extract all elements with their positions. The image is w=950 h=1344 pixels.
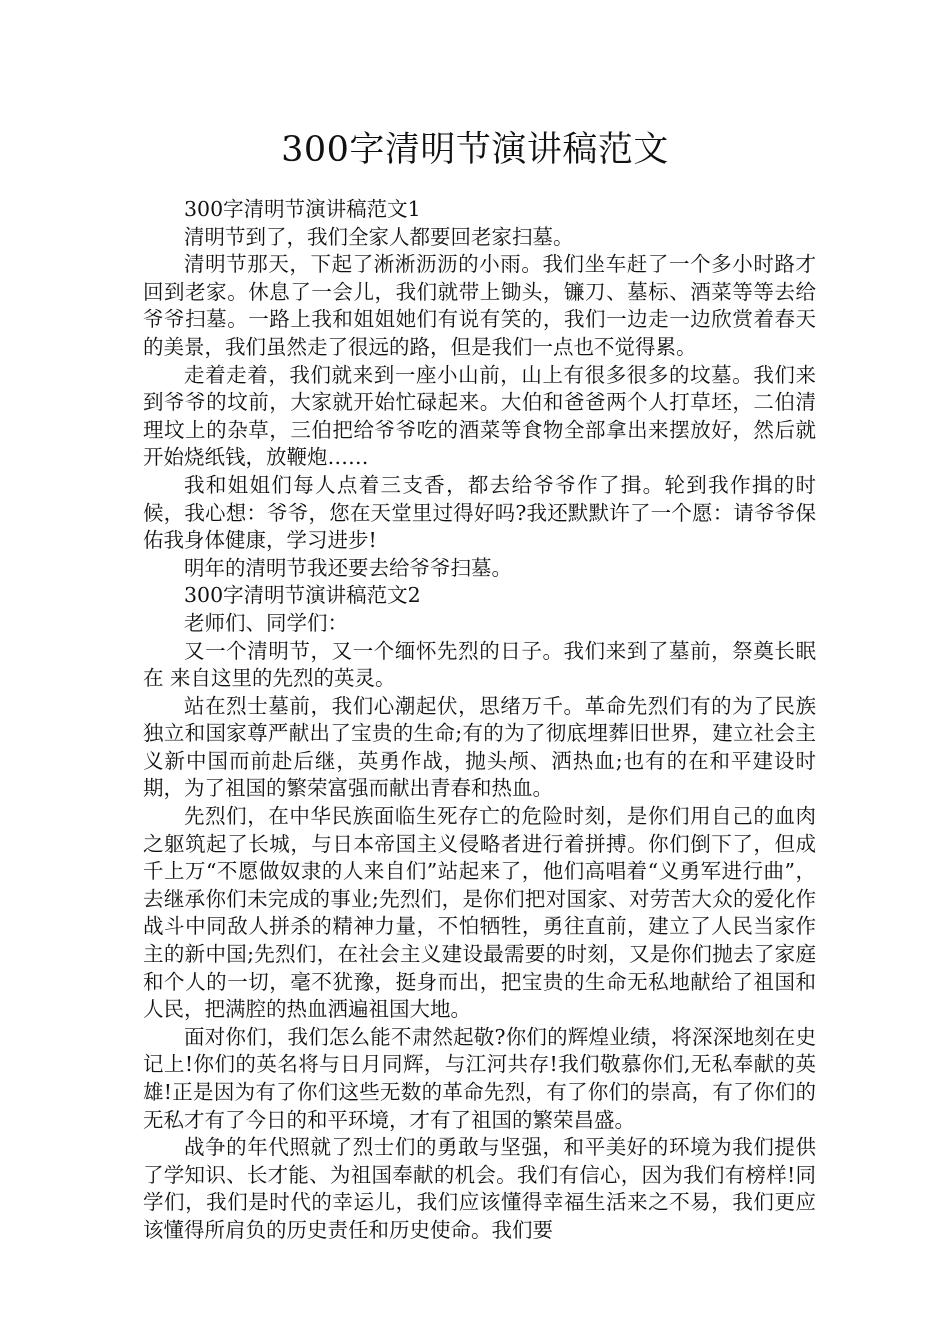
paragraph: 清明节那天，下起了淅淅沥沥的小雨。我们坐车赶了一个多小时路才回到老家。休息了一会儿，我们就带上锄头，镰刀、墓标、酒菜等等去给爷爷扫墓。一路上我和姐姐她们有说有笑的，我们一边走一边欣赏着春天的美景，我们虽然走了很远的路，但是我们一点也不觉得累。 <box>143 252 816 359</box>
paragraph: 又一个清明节，又一个缅怀先烈的日子。我们来到了墓前，祭奠长眠在 来自这里的先烈的英灵。 <box>143 638 816 691</box>
paragraph: 站在烈士墓前，我们心潮起伏，思绪万千。革命先烈们有的为了民族独立和国家尊严献出了宝贵的生命;有的为了彻底埋葬旧世界，建立社会主义新中国而前赴后继，英勇作战，抛头颅、洒热血;也有的在和平建设时期，为了祖国的繁荣富强而献出青春和热血。 <box>143 693 816 801</box>
section-heading-1: 300字清明节演讲稿范文1 <box>184 197 421 221</box>
paragraph: 走着走着，我们就来到一座小山前，山上有很多很多的坟墓。我们来到爷爷的坟前，大家就开始忙碌起来。大伯和爸爸两个人打草坯，二伯清理坟上的杂草，三伯把给爷爷吃的酒菜等食物全部拿出来摆放好，然后就开始烧纸钱，放鞭炮…… <box>143 362 816 470</box>
section-heading-2: 300字清明节演讲稿范文2 <box>184 583 421 608</box>
paragraph: 我和姐姐们每人点着三支香，都去给爷爷作了揖。轮到我作揖的时候，我心想：爷爷，您在天堂里过得好吗?我还默默许了一个愿：请爷爷保佑我身体健康，学习进步! <box>143 472 816 553</box>
paragraph: 面对你们，我们怎么能不肃然起敬?你们的辉煌业绩，将深深地刻在史记上!你们的英名将与日月同辉，与江河共存!我们敬慕你们,无私奉献的英雄!正是因为有了你们这些无数的革命先烈，有了你们的崇高，有了你们的无私才有了今日的和平环境，才有了祖国的繁荣昌盛。 <box>143 1024 816 1132</box>
paragraph: 战争的年代照就了烈士们的勇敢与坚强，和平美好的环境为我们提供了学知识、长才能、为祖国奉献的机会。我们有信心，因为我们有榜样!同学们，我们是时代的幸运儿，我们应该懂得幸福生活来之不易，我们更应该懂得所肩负的历史责任和历史使命。我们要 <box>143 1135 816 1242</box>
paragraph: 清明节到了，我们全家人都要回老家扫墓。 <box>184 224 574 249</box>
paragraph: 明年的清明节我还要去给爷爷扫墓。 <box>184 555 512 580</box>
paragraph: 先烈们，在中华民族面临生死存亡的危险时刻，是你们用自己的血肉之躯筑起了长城，与日本帝国主义侵略者进行着拼搏。你们倒下了，但成千上万“不愿做奴隶的人来自们”站起来了，他们高唱着“义勇军进行曲”，去继承你们未完成的事业;先烈们，是你们把对国家、对劳苦大众的爱化作战斗中同敌人拼杀的精神力量，不怕牺牲，勇往直前，建立了人民当家作主的新中国;先烈们，在社会主义建设最需要的时刻，又是你们抛去了家庭和个人的一切，毫不犹豫，挺身而出，把宝贵的生命无私地献给了祖国和人民，把满腔的热血洒遍祖国大地。 <box>143 804 816 1022</box>
document-title: 300字清明节演讲稿范文 <box>281 130 669 170</box>
salutation: 老师们、同学们： <box>184 610 348 635</box>
document-body <box>143 196 816 1245</box>
